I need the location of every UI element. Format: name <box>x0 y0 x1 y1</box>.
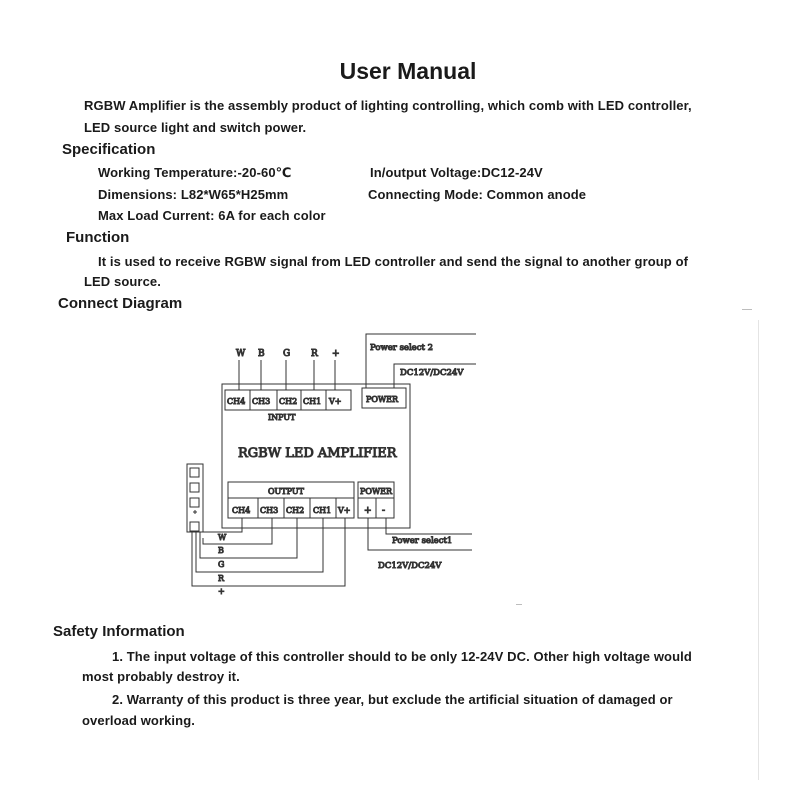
spec-connecting-mode: Connecting Mode: Common anode <box>368 187 587 202</box>
function-line-1: It is used to receive RGBW signal from LED controller and send the signal to another group of <box>98 254 689 269</box>
input-terminal-ch2: CH2 <box>279 397 298 406</box>
input-wire-letter-plus: + <box>332 349 340 359</box>
scan-edge-line <box>758 320 759 780</box>
input-label: INPUT <box>268 413 296 422</box>
output-wire-letter-plus: + <box>218 587 225 596</box>
output-wire-ch3 <box>203 518 272 544</box>
power-select-1-wire-2 <box>386 518 472 534</box>
power-input-label: POWER <box>366 395 399 404</box>
output-terminal-ch1: CH1 <box>313 506 332 515</box>
input-terminal-ch1: CH1 <box>303 397 322 406</box>
output-terminal-ch3: CH3 <box>260 506 279 515</box>
voltage-label-top: DC12V/DC24V <box>400 368 464 378</box>
spec-io-voltage: In/output Voltage:DC12-24V <box>370 165 543 180</box>
power-output-label: POWER <box>360 487 393 496</box>
page-title: User Manual <box>339 58 477 84</box>
power-select-2-label: Power select 2 <box>370 343 433 353</box>
input-wire-letter-g: G <box>283 349 291 359</box>
voltage-label-bottom: DC12V/DC24V <box>378 561 442 571</box>
spec-dimensions: Dimensions: L82*W65*H25mm <box>98 187 289 202</box>
output-wire-ch2 <box>200 518 297 558</box>
function-heading: Function <box>66 229 130 246</box>
intro-line-2: LED source light and switch power. <box>84 120 307 135</box>
led-connector-pin-3 <box>190 498 199 507</box>
led-connector-pin-4 <box>190 522 199 531</box>
input-terminal-ch4: CH4 <box>227 397 246 406</box>
spec-max-load: Max Load Current: 6A for each color <box>98 208 326 223</box>
power-select-1-label: Power select1 <box>392 536 453 546</box>
input-wire-letter-b: B <box>258 349 265 359</box>
intro-line-1: RGBW Amplifier is the assembly product of lighting controlling, which comb with LED controller, <box>84 98 692 113</box>
output-terminal-ch2: CH2 <box>286 506 305 515</box>
safety-item-2-line-2: overload working. <box>82 713 195 728</box>
power-terminal-plus: + <box>364 506 372 516</box>
device-title: RGBW LED AMPLIFIER <box>238 446 397 461</box>
safety-heading: Safety Information <box>53 623 185 640</box>
input-wire-letter-r: R <box>311 349 318 359</box>
input-terminal-ch3: CH3 <box>252 397 271 406</box>
input-wire-letter-w: W <box>236 349 246 359</box>
specification-heading: Specification <box>62 141 156 158</box>
output-wire-letter-w: W <box>218 533 227 542</box>
connect-diagram-heading: Connect Diagram <box>58 295 183 312</box>
output-terminal-ch4: CH4 <box>232 506 251 515</box>
safety-item-1-line-2: most probably destroy it. <box>82 669 240 684</box>
output-terminal-vplus: V+ <box>338 506 351 515</box>
function-line-2: LED source. <box>84 274 161 289</box>
safety-item-2-line-1: 2. Warranty of this product is three year, but exclude the artificial situation of damaged or <box>112 692 673 707</box>
safety-item-1-line-1: 1. The input voltage of this controller should to be only 12-24V DC. Other high voltage would <box>112 649 692 664</box>
power-terminal-minus: - <box>382 506 386 516</box>
led-connector-pin-1 <box>190 468 199 477</box>
output-wire-letter-b: B <box>218 546 224 555</box>
output-wire-letter-g: G <box>218 560 225 569</box>
output-label: OUTPUT <box>268 487 304 496</box>
scan-artifact-dash <box>516 604 522 605</box>
output-wire-letter-r: R <box>218 574 225 583</box>
led-connector-pin-2 <box>190 483 199 492</box>
input-terminal-vplus: V+ <box>329 397 342 406</box>
spec-working-temperature: Working Temperature:-20-60℃ <box>98 165 292 180</box>
output-wire-ch1 <box>196 518 323 572</box>
connect-diagram <box>180 328 510 600</box>
scan-artifact-line <box>742 309 752 310</box>
